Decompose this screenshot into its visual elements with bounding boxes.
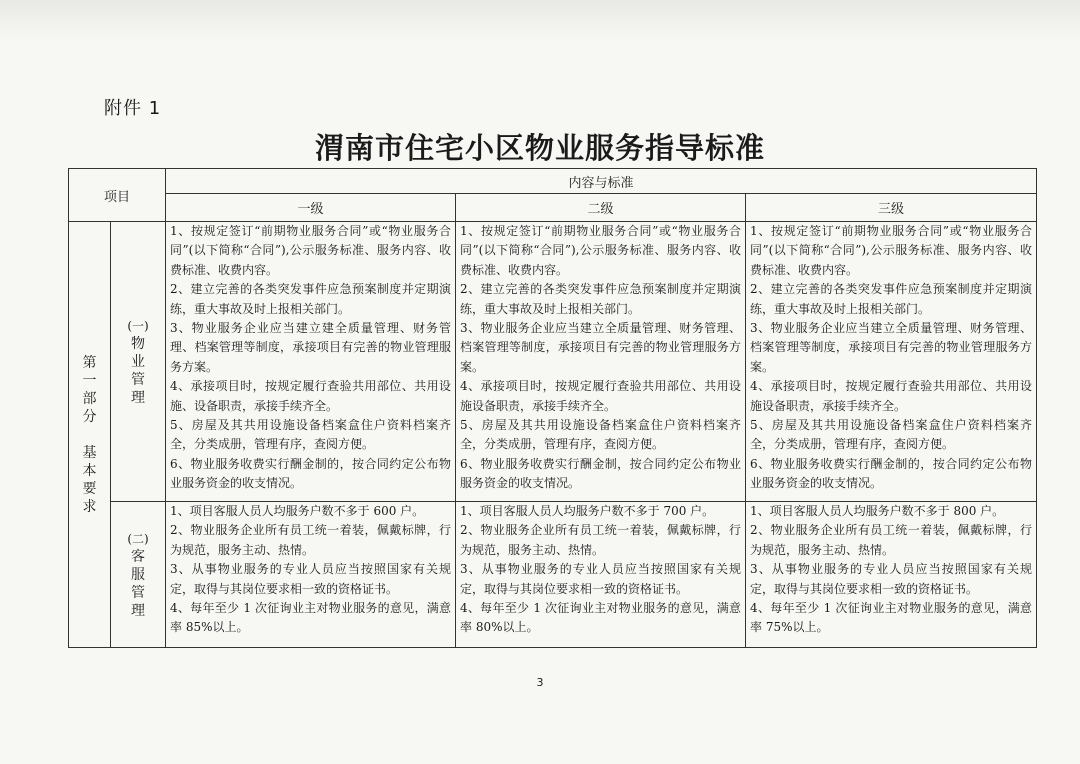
part-label-char: 分 <box>82 408 97 425</box>
part-label-char: 第 <box>82 354 97 371</box>
content-cell-level-1 <box>166 502 456 648</box>
list-item: 3、物业服务企业应当建立全质量管理、财务管理、档案管理等制度，承接项目有完善的物业管理服务方案。 <box>460 321 742 374</box>
section-label-char: 服 <box>131 566 145 583</box>
list-item: 2、物业服务企业所有员工统一着装，佩戴标牌，行为规范，服务主动、热情。 <box>750 523 1033 557</box>
part-label-char: 一 <box>82 372 97 389</box>
list-item: 1、项目客服人员人均服务户数不多于 700 户。 <box>460 504 715 518</box>
section-label-char: 业 <box>131 353 145 370</box>
section-label-char: 理 <box>131 389 145 406</box>
list-item: 4、承接项目时，按规定履行查验共用部位、共用设施设备职责，承接手续齐全。 <box>750 379 1033 413</box>
part-label-char: 要 <box>82 480 97 497</box>
list-item: 1、项目客服人员人均服务户数不多于 600 户。 <box>170 504 425 518</box>
part-label-cell <box>69 222 111 648</box>
level-header-3 <box>746 194 1037 222</box>
level-header-1 <box>166 194 456 222</box>
list-item: 4、每年至少 1 次征询业主对物业服务的意见，满意率 85%以上。 <box>170 601 452 635</box>
list-item: 3、从事物业服务的专业人员应当按照国家有关规定，取得与其岗位要求相一致的资格证书。 <box>750 562 1033 596</box>
part-label-char: 部 <box>82 390 97 407</box>
list-item: 5、房屋及其共用设施设备档案盒住户资料档案齐全，分类成册，管理有序，查阅方便。 <box>750 418 1033 452</box>
list-item: 1、按规定签订“前期物业服务合同”或“物业服务合同”(以下简称“合同”),公示服务标准、服务内容、收费标准、收费内容。 <box>460 224 742 277</box>
list-item: 3、从事物业服务的专业人员应当按照国家有关规定，取得与其岗位要求相一致的资格证书。 <box>170 562 452 596</box>
section-label-char: (二) <box>127 531 149 546</box>
section-label-char: 理 <box>131 602 145 619</box>
list-item: 5、房屋及其共用设施设备档案盒住户资料档案齐全，分类成册，管理有序，查阅方便。 <box>170 418 452 452</box>
section-label-cell <box>111 502 166 648</box>
content-cell-level-2 <box>456 502 746 648</box>
table-row-property-management <box>69 222 1037 502</box>
list-item: 4、每年至少 1 次征询业主对物业服务的意见，满意率 80%以上。 <box>460 601 742 635</box>
list-item: 1、按规定签订“前期物业服务合同”或“物业服务合同”(以下简称“合同”),公示服务标准、服务内容、收费标准、收费内容。 <box>170 224 452 277</box>
section-label-char: (一) <box>127 318 149 333</box>
list-item: 3、物业服务企业应当建立建全质量管理、财务管理、档案管理等制度，承接项目有完善的物业管理服务方案。 <box>170 321 452 374</box>
page-number: 3 <box>536 676 544 689</box>
standards-table <box>68 168 1037 648</box>
list-item: 4、每年至少 1 次征询业主对物业服务的意见，满意率 75%以上。 <box>750 601 1033 635</box>
list-item: 4、承接项目时，按规定履行查验共用部位、共用设施设备职责，承接手续齐全。 <box>460 379 742 413</box>
list-item: 2、建立完善的各类突发事件应急预案制度并定期演练，重大事故及时上报相关部门。 <box>170 282 452 316</box>
content-cell-level-2 <box>456 222 746 502</box>
level-label: 一级 <box>297 202 324 217</box>
header-content-cell <box>166 169 1037 194</box>
header-content-label: 内容与标准 <box>568 175 634 191</box>
content-cell-level-1 <box>166 222 456 502</box>
list-item: 5、房屋及其共用设施设备档案盒住户资料档案齐全，分类成册，管理有序，查阅方便。 <box>460 418 742 452</box>
level-label: 三级 <box>878 202 905 217</box>
list-item: 2、建立完善的各类突发事件应急预案制度并定期演练，重大事故及时上报相关部门。 <box>460 282 742 316</box>
list-item: 1、按规定签订“前期物业服务合同”或“物业服务合同”(以下简称“合同”),公示服务标准、服务内容、收费标准、收费内容。 <box>750 224 1033 277</box>
header-item-label: 项目 <box>104 189 131 205</box>
list-item: 4、承接项目时，按规定履行查验共用部位、共用设施、设备职责，承接手续齐全。 <box>170 379 452 413</box>
table-row-customer-service <box>69 502 1037 648</box>
section-label-cell <box>111 222 166 502</box>
attachment-label: 附件 1 <box>104 98 162 119</box>
list-item: 6、物业服务收费实行酬金制的，按合同约定公布物业服务资金的收支情况。 <box>750 456 1033 491</box>
part-label-char: 本 <box>82 462 97 479</box>
section-label-char: 物 <box>131 335 145 352</box>
header-item-cell <box>69 169 166 222</box>
content-cell-level-3 <box>746 222 1037 502</box>
section-label-char: 管 <box>131 371 145 388</box>
content-cell-level-3 <box>746 502 1037 648</box>
list-item: 6、物业服务收费实行酬金制的，按合同约定公布物业服务资金的收支情况。 <box>170 456 452 491</box>
document-title: 渭南市住宅小区物业服务指导标准 <box>314 131 765 165</box>
list-item: 3、从事物业服务的专业人员应当按照国家有关规定，取得与其岗位要求相一致的资格证书。 <box>460 562 742 596</box>
list-item: 2、建立完善的各类突发事件应急预案制度并定期演练，重大事故及时上报相关部门。 <box>750 282 1033 316</box>
list-item: 1、项目客服人员人均服务户数不多于 800 户。 <box>750 504 1005 518</box>
scan-edge-shadow <box>0 0 1080 40</box>
level-label: 二级 <box>587 202 614 217</box>
part-label-char: 基 <box>82 444 97 461</box>
section-label-char: 客 <box>131 548 145 565</box>
section-label-char: 管 <box>131 584 145 601</box>
list-item: 6、物业服务收费实行酬金制，按合同约定公布物业服务资金的收支情况。 <box>460 456 742 491</box>
list-item: 2、物业服务企业所有员工统一着装，佩戴标牌，行为规范，服务主动、热情。 <box>460 523 742 557</box>
part-label-char: 求 <box>82 498 97 515</box>
list-item: 3、物业服务企业应当建立全质量管理、财务管理、档案管理等制度，承接项目有完善的物业管理服务方案。 <box>750 321 1033 374</box>
list-item: 2、物业服务企业所有员工统一着装，佩戴标牌，行为规范，服务主动、热情。 <box>170 523 452 557</box>
level-header-2 <box>456 194 746 222</box>
